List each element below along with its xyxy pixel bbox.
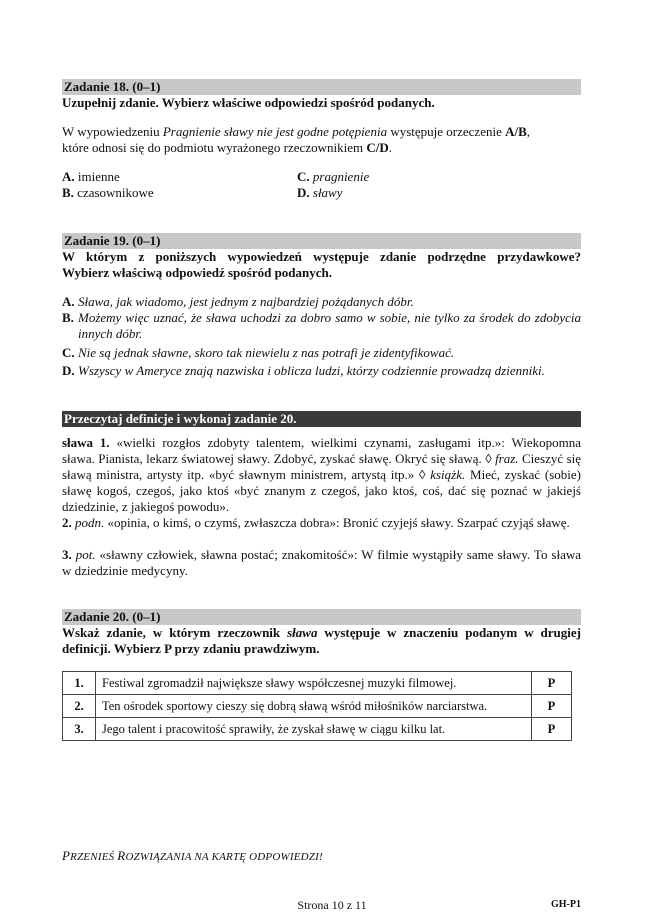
row-number: 1. bbox=[63, 672, 96, 695]
instruction-text: Wskaż zdanie, w którym rzeczownik bbox=[62, 625, 288, 640]
task18-instruction: Uzupełnij zdanie. Wybierz właściwe odpowiedzi spośród podanych. bbox=[62, 95, 435, 110]
definition-text: «wielki rozgłos zdobyty talentem, wielkimi czynami, zasługami itp.»: Wiekopomna sława. Pianista, lekarz światowej sławy. Zdobyć, zyskać sławę. Okryć się sławą. ◊ bbox=[62, 435, 581, 466]
task18-option-d bbox=[297, 185, 343, 201]
definition-text: Mieć, zyskać (sobie) sławę kogoś, czegoś, jako ktoś «być znanym z czegoś, jako ktoś, coś, dać się poznać w jakiejś dziedzinie, z jakiegoś powodu». bbox=[62, 467, 581, 514]
definition-meaning-1 bbox=[62, 435, 581, 515]
option-text: czasownikowe bbox=[77, 185, 154, 200]
answer-mark-p[interactable]: P bbox=[532, 695, 572, 718]
task20-header: Zadanie 20. (0–1) bbox=[62, 609, 581, 625]
task18-choice-cd: C/D bbox=[366, 140, 389, 155]
definition-meaning-2 bbox=[62, 515, 581, 531]
option-text: Sława, jak wiadomo, jest jednym z najbardziej pożądanych dóbr. bbox=[78, 294, 414, 309]
definition-text: «opinia, o kimś, o czymś, zwłaszcza dobra»: Bronić czyjejś sławy. Szarpać czyjąś sławę. bbox=[104, 515, 570, 530]
table-row bbox=[63, 718, 572, 741]
definition-header: Przeczytaj definicje i wykonaj zadanie 20. bbox=[62, 411, 581, 427]
note-capital: P bbox=[62, 848, 71, 863]
option-letter: C. bbox=[297, 169, 310, 184]
task18-sentence-end: . bbox=[388, 140, 392, 155]
definition-qualifier: fraz. bbox=[495, 451, 519, 466]
table-row bbox=[63, 695, 572, 718]
task20-instruction-line1 bbox=[62, 625, 581, 641]
task19-header: Zadanie 19. (0–1) bbox=[62, 233, 581, 249]
definition-qualifier: podn. bbox=[75, 515, 105, 530]
task19-option-d bbox=[62, 363, 581, 379]
task18-option-a bbox=[62, 169, 120, 185]
definition-text: «sławny człowiek, sławna postać; znakomitość»: W filmie wystąpiły same sławy. To sława w dziedzinie medycyny. bbox=[62, 547, 581, 578]
option-letter: C. bbox=[62, 345, 75, 360]
task19-instruction-line1: W którym z poniższych wypowiedzeń występuje zdanie podrzędne przydawkowe? bbox=[62, 249, 581, 264]
definition-number: 3. bbox=[62, 547, 72, 562]
option-text: imienne bbox=[77, 169, 120, 184]
definition-number: 2. bbox=[62, 515, 72, 530]
task19-instruction-line2: Wybierz właściwą odpowiedź spośród podanych. bbox=[62, 265, 333, 280]
option-letter: A. bbox=[62, 169, 75, 184]
row-sentence: Festiwal zgromadził największe sławy współczesnej muzyki filmowej. bbox=[96, 672, 532, 695]
instruction-text: występuje w znaczeniu podanym w drugiej bbox=[317, 625, 581, 640]
task20-answer-table bbox=[62, 671, 572, 741]
row-sentence: Jego talent i pracowitość sprawiły, że zyskał sławę w ciągu kilku lat. bbox=[96, 718, 532, 741]
option-letter: B. bbox=[62, 310, 74, 325]
answer-mark-p[interactable]: P bbox=[532, 718, 572, 741]
transfer-answers-note bbox=[62, 848, 323, 864]
definition-text: Cieszyć się sławą ministra, artysty itp. «być sławnym ministrem, artystą itp.» ◊ bbox=[62, 451, 582, 482]
exam-code: GH-P1 bbox=[551, 899, 581, 910]
task19-option-c bbox=[62, 345, 581, 361]
task18-sentence-pre: W wypowiedzeniu bbox=[62, 124, 163, 139]
task18-option-b bbox=[62, 185, 154, 201]
option-text: Wszyscy w Ameryce znają nazwiska i oblicza ludzi, którzy codziennie prowadzą dzienniki. bbox=[78, 363, 545, 378]
option-text: pragnienie bbox=[312, 169, 370, 184]
definition-qualifier: książk. bbox=[430, 467, 466, 482]
option-text: Możemy więc uznać, że sława uchodzi za dobro samo w sobie, nie tylko za środek do zdobycia innych dóbr. bbox=[78, 310, 581, 341]
task18-header: Zadanie 18. (0–1) bbox=[62, 79, 581, 95]
task18-sentence-mid: występuje orzeczenie bbox=[387, 124, 506, 139]
row-number: 2. bbox=[63, 695, 96, 718]
task18-option-c bbox=[297, 169, 369, 185]
page-number: Strona 10 z 11 bbox=[297, 898, 367, 912]
option-letter: A. bbox=[62, 294, 75, 309]
note-capital: R bbox=[117, 848, 126, 863]
answer-mark-p[interactable]: P bbox=[532, 672, 572, 695]
option-letter: B. bbox=[62, 185, 74, 200]
task18-sentence-italic: Pragnienie sławy nie jest godne potępienia bbox=[162, 124, 388, 139]
row-sentence: Ten ośrodek sportowy cieszy się dobrą sławą wśród miłośników narciarstwa. bbox=[96, 695, 532, 718]
note-text: OZWIĄZANIA NA KARTĘ ODPOWIEDZI! bbox=[125, 851, 323, 863]
instruction-keyword: sława bbox=[287, 625, 318, 640]
task19-option-a bbox=[62, 294, 581, 310]
definition-meaning-3 bbox=[62, 547, 581, 579]
option-text: sławy bbox=[312, 185, 343, 200]
option-letter: D. bbox=[62, 363, 75, 378]
definition-headword: sława 1. bbox=[62, 435, 110, 450]
option-text: Nie są jednak sławne, skoro tak niewielu z nas potrafi je zidentyfikować. bbox=[78, 345, 455, 360]
task18-sentence: W wypowiedzeniu Pragnienie sławy nie jest godne potępienia występuje orzeczenie A/B, które odnosi się do podmiotu wyrażonego rzeczownikiem C/D. bbox=[62, 124, 531, 155]
note-text: RZENIEŚ bbox=[70, 851, 118, 863]
task18-sentence-line2: które odnosi się do podmiotu wyrażonego rzeczownikiem bbox=[62, 140, 367, 155]
row-number: 3. bbox=[63, 718, 96, 741]
table-row bbox=[63, 672, 572, 695]
task20-instruction-line2: definicji. Wybierz P przy zdaniu prawdziwym. bbox=[62, 641, 320, 656]
definition-qualifier: pot. bbox=[75, 547, 96, 562]
option-letter: D. bbox=[297, 185, 310, 200]
task18-choice-ab: A/B bbox=[505, 124, 527, 139]
task19-option-b bbox=[62, 310, 581, 342]
